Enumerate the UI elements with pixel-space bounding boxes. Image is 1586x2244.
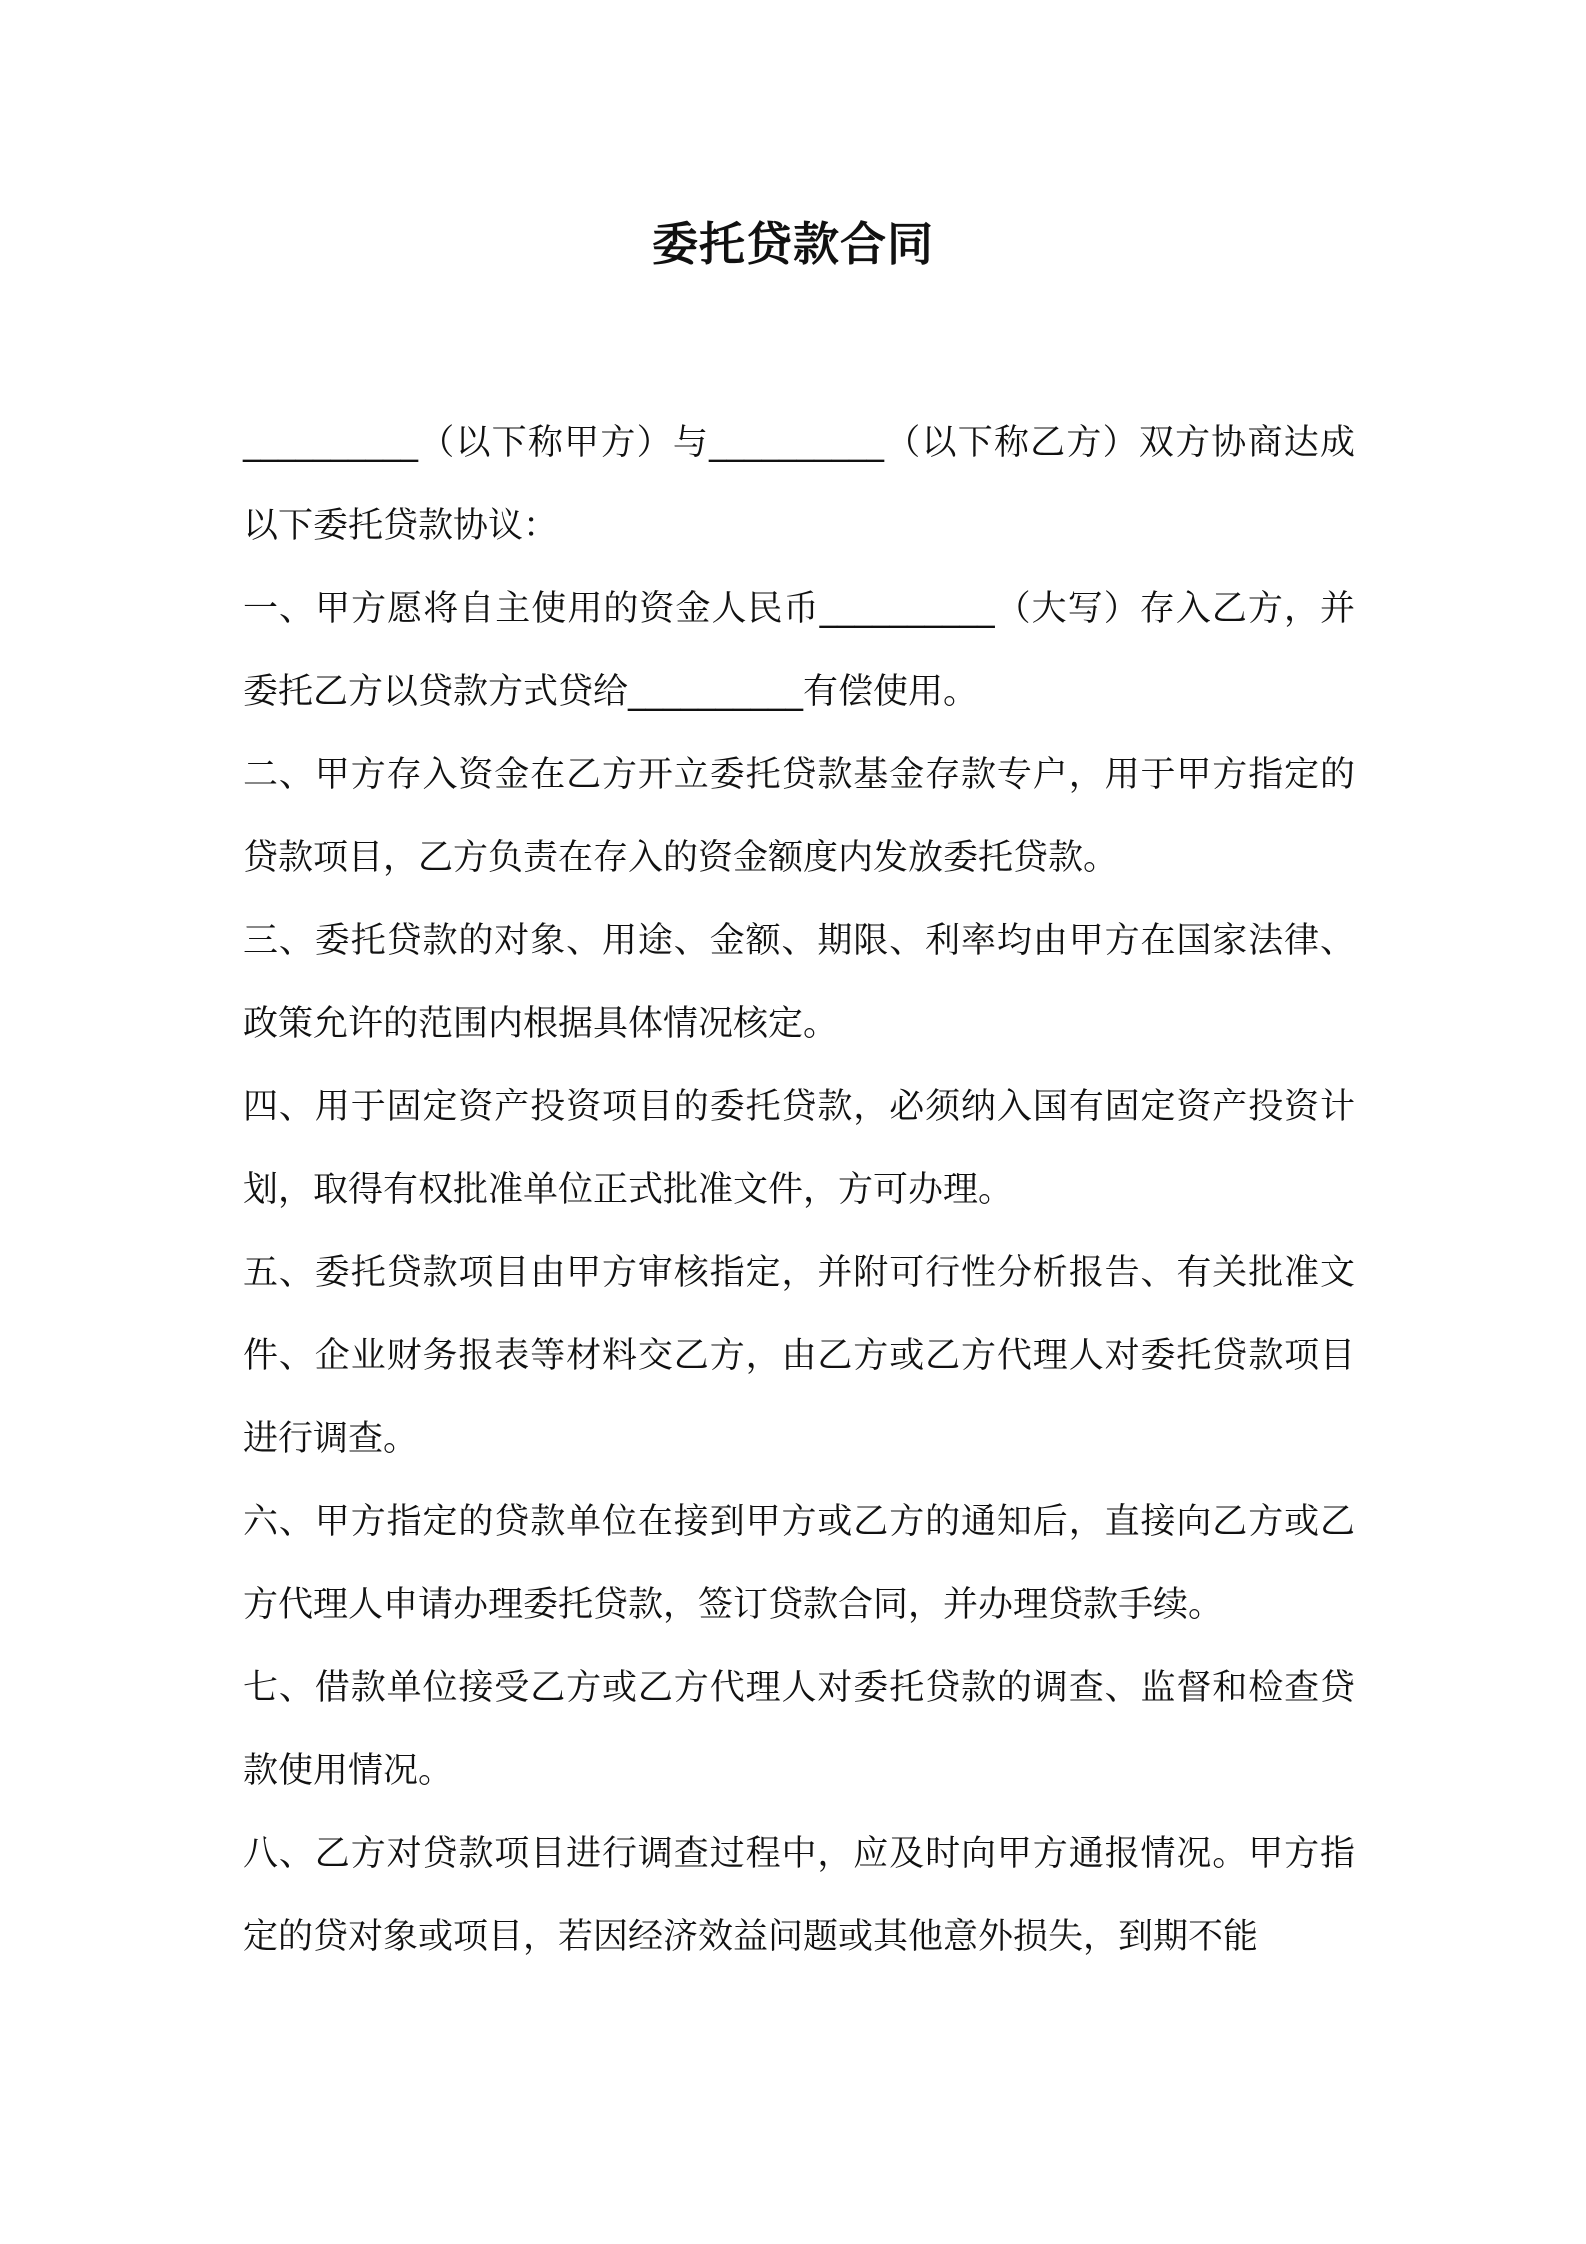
paragraph-clause-6: 六、甲方指定的贷款单位在接到甲方或乙方的通知后，直接向乙方或乙方代理人申请办理委托贷款，签订贷款合同，并办理贷款手续。 — [243, 1502, 1355, 1625]
paragraph-clause-4: 四、用于固定资产投资项目的委托贷款，必须纳入国有固定资产投资计划，取得有权批准单位正式批准文件，方可办理。 — [243, 1087, 1355, 1210]
document-title: 委托贷款合同 — [652, 217, 934, 271]
paragraph-clause-5: 五、委托贷款项目由甲方审核指定，并附可行性分析报告、有关批准文件、企业财务报表等材料交乙方，由乙方或乙方代理人对委托贷款项目进行调查。 — [243, 1253, 1355, 1459]
paragraph-clause-7: 七、借款单位接受乙方或乙方代理人对委托贷款的调查、监督和检查贷款使用情况。 — [243, 1668, 1355, 1791]
paragraph-clause-3: 三、委托贷款的对象、用途、金额、期限、利率均由甲方在国家法律、政策允许的范围内根据具体情况核定。 — [243, 921, 1355, 1044]
paragraph-clause-1: 一、甲方愿将自主使用的资金人民币__________（大写）存入乙方，并委托乙方以贷款方式贷给__________有偿使用。 — [243, 589, 1355, 712]
paragraph-clause-2: 二、甲方存入资金在乙方开立委托贷款基金存款专户，用于甲方指定的贷款项目，乙方负责在存入的资金额度内发放委托贷款。 — [243, 755, 1355, 878]
paragraph-parties: __________（以下称甲方）与__________（以下称乙方）双方协商达成以下委托贷款协议： — [243, 423, 1355, 546]
document-body — [243, 402, 1355, 1979]
paragraph-clause-8: 八、乙方对贷款项目进行调查过程中，应及时向甲方通报情况。甲方指定的贷对象或项目，若因经济效益问题或其他意外损失，到期不能 — [243, 1834, 1355, 1957]
